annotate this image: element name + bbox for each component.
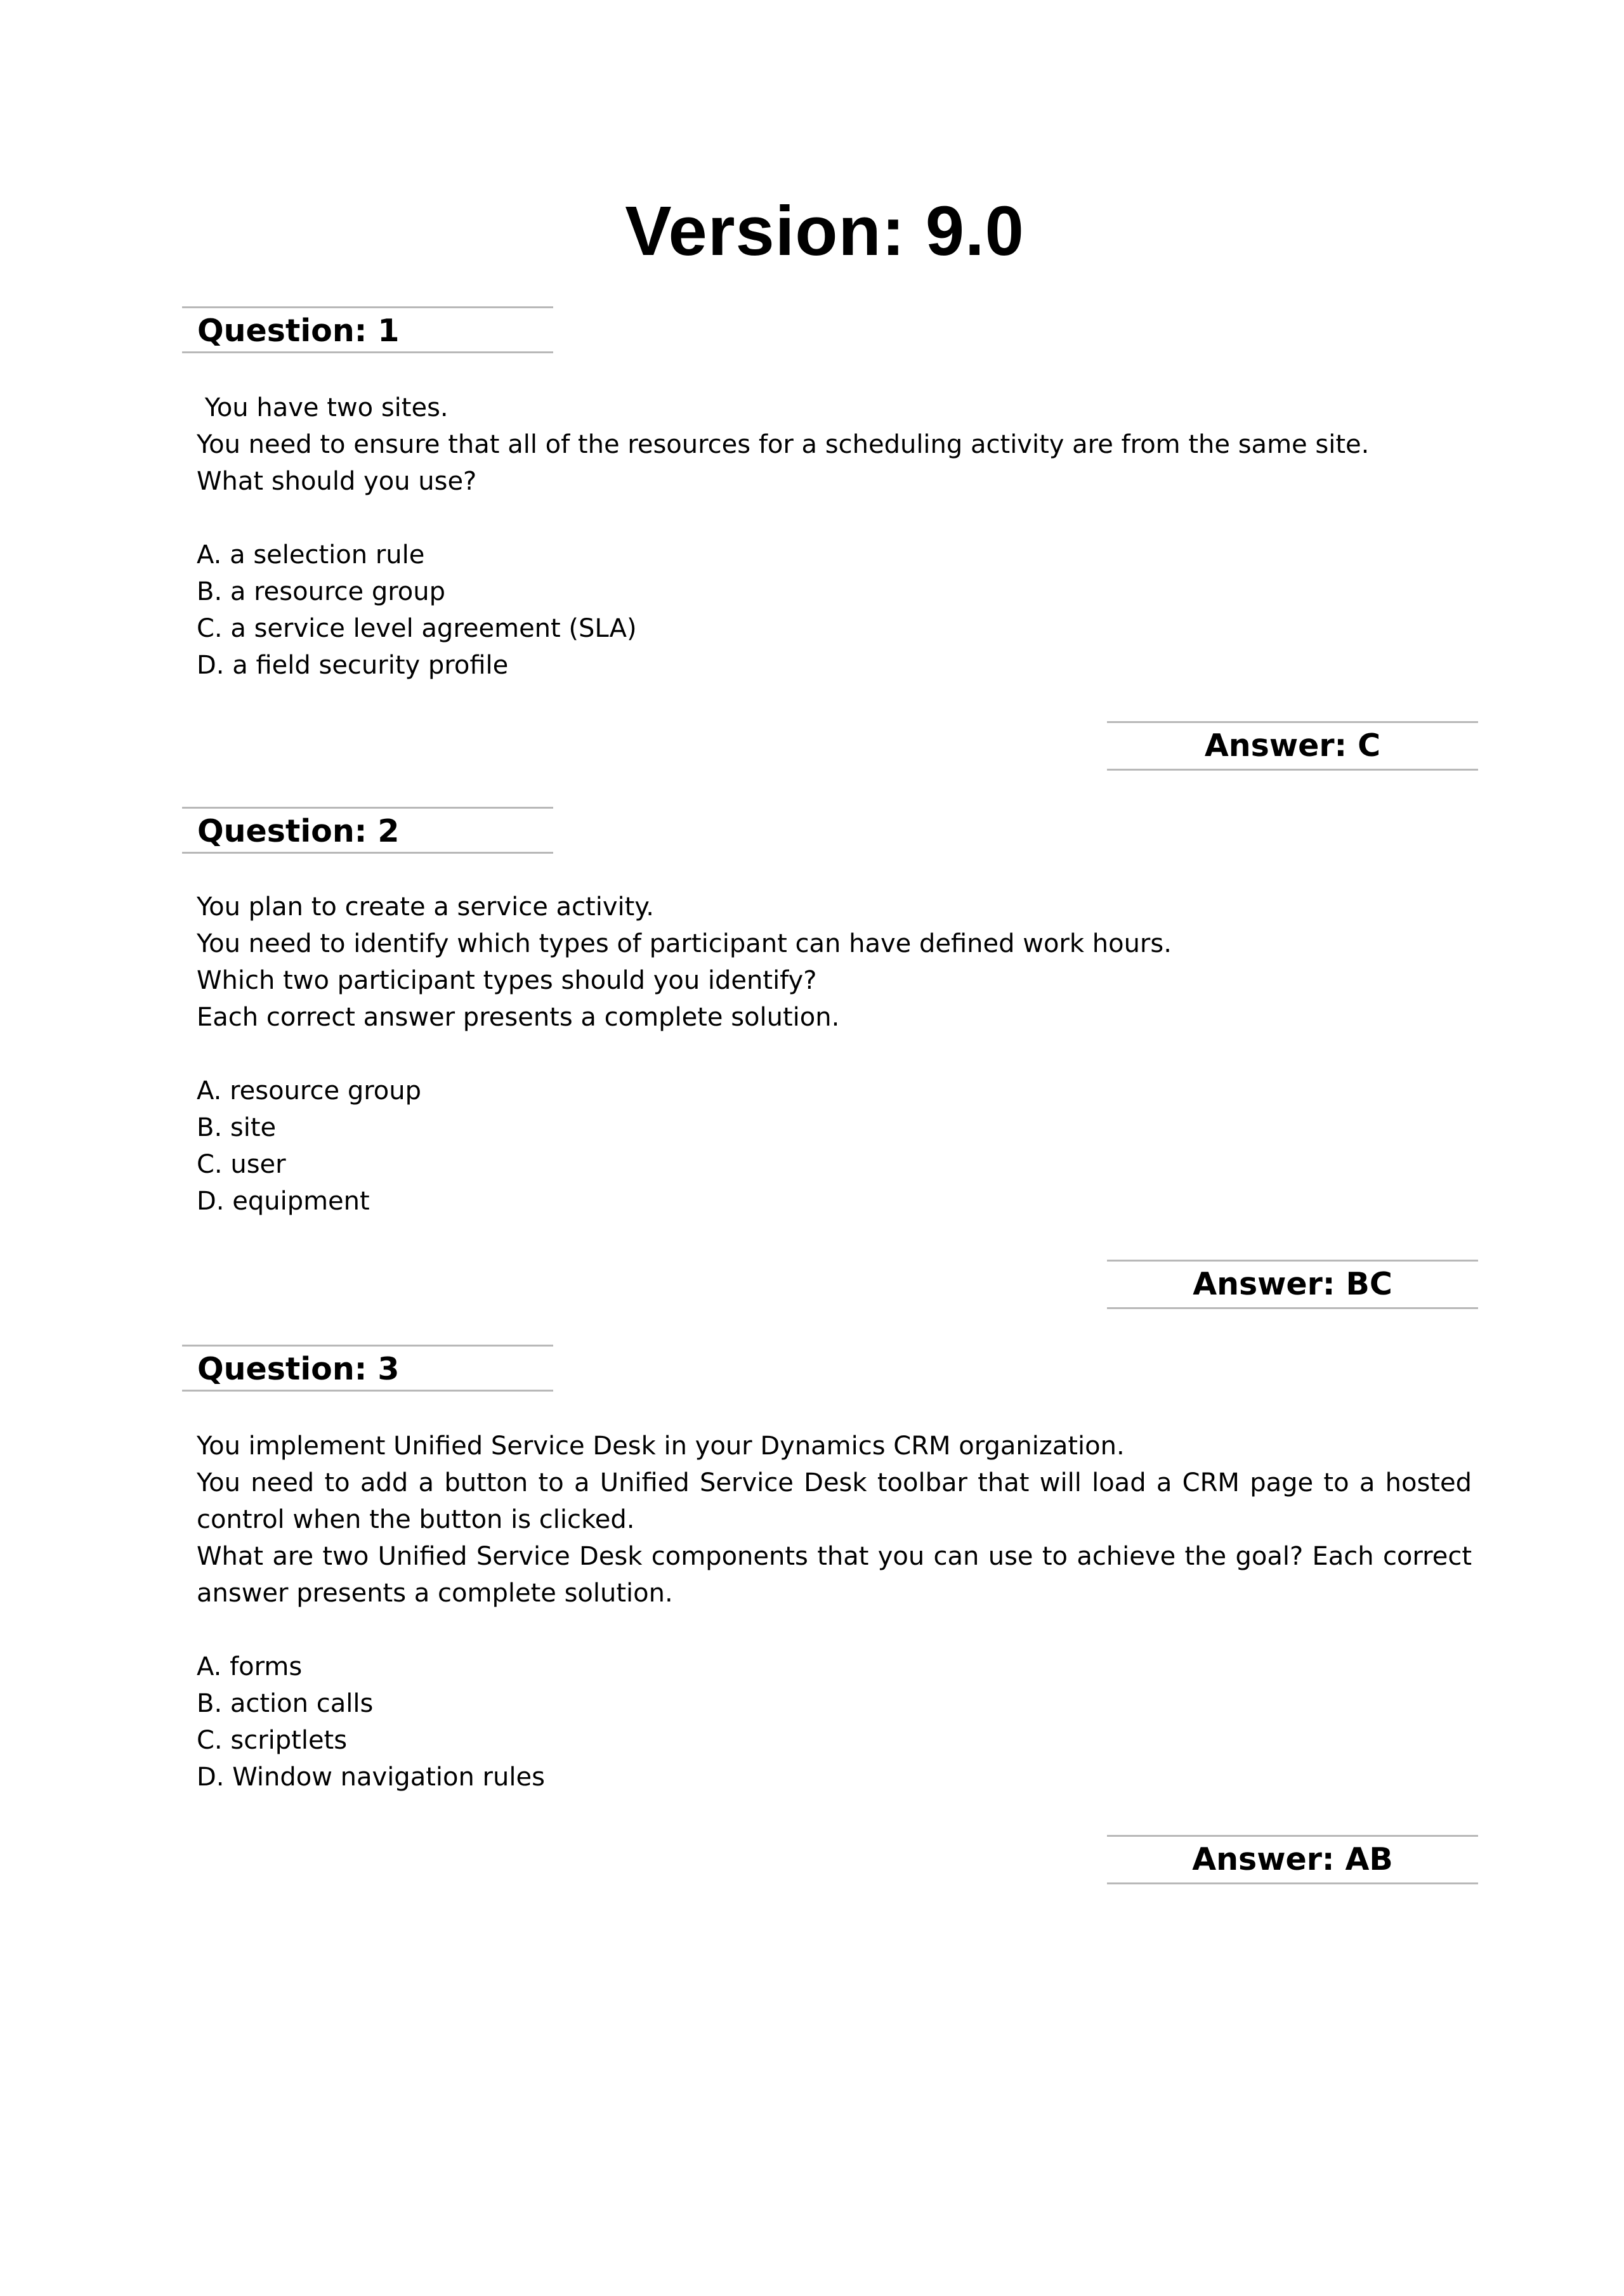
question-2-body xyxy=(197,889,1472,1220)
question-3-line-2: You need to add a button to a Unified Service Desk toolbar that will load a CRM page to a hosted control when the button is clicked. xyxy=(197,1468,1472,1534)
question-1-line-2: You need to ensure that all of the resources for a scheduling activity are from the same site. xyxy=(197,430,1370,459)
question-2-label: Question: 2 xyxy=(197,813,400,849)
question-3-body xyxy=(197,1428,1472,1796)
question-1-option-c: C. a service level agreement (SLA) xyxy=(197,614,637,643)
question-2-option-d: D. equipment xyxy=(197,1187,370,1216)
question-3-option-a: A. forms xyxy=(197,1652,303,1681)
question-2-line-1: You plan to create a service activity. xyxy=(197,892,654,922)
question-3-answer: Answer: AB xyxy=(1192,1841,1393,1877)
question-3-options xyxy=(197,1648,1472,1796)
question-1-label: Question: 1 xyxy=(197,313,400,349)
question-1-line-1: You have two sites. xyxy=(197,393,449,422)
question-1-answer-box xyxy=(1107,721,1478,771)
question-2-header xyxy=(182,807,553,854)
question-2-line-4: Each correct answer presents a complete solution. xyxy=(197,1003,840,1032)
question-3-line-1: You implement Unified Service Desk in your Dynamics CRM organization. xyxy=(197,1432,1125,1461)
question-2-option-c: C. user xyxy=(197,1150,286,1179)
question-2-options xyxy=(197,1073,1472,1220)
question-3-label: Question: 3 xyxy=(197,1351,400,1387)
question-2-option-b: B. site xyxy=(197,1113,277,1142)
question-1-options xyxy=(197,537,1472,684)
question-1-option-b: B. a resource group xyxy=(197,577,445,606)
question-1-option-d: D. a field security profile xyxy=(197,651,509,680)
question-3-header xyxy=(182,1345,553,1392)
question-1-answer: Answer: C xyxy=(1204,727,1381,764)
question-2-line-2: You need to identify which types of participant can have defined work hours. xyxy=(197,929,1172,958)
page-title: Version: 9.0 xyxy=(625,192,1025,270)
question-3-option-d: D. Window navigation rules xyxy=(197,1763,545,1792)
question-2-answer: Answer: BC xyxy=(1193,1266,1392,1302)
question-1-option-a: A. a selection rule xyxy=(197,540,425,570)
question-3-option-c: C. scriptlets xyxy=(197,1726,348,1755)
question-2-answer-box xyxy=(1107,1260,1478,1309)
question-3-option-b: B. action calls xyxy=(197,1689,374,1718)
question-1-header xyxy=(182,306,553,353)
question-3-line-3: What are two Unified Service Desk components that you can use to achieve the goal? Each correct answer presents a complete solution. xyxy=(197,1542,1472,1608)
question-3-answer-box xyxy=(1107,1835,1478,1884)
question-2-line-3: Which two participant types should you identify? xyxy=(197,966,817,995)
question-1-body xyxy=(197,389,1472,684)
question-1-line-3: What should you use? xyxy=(197,467,477,496)
question-2-option-a: A. resource group xyxy=(197,1076,421,1106)
